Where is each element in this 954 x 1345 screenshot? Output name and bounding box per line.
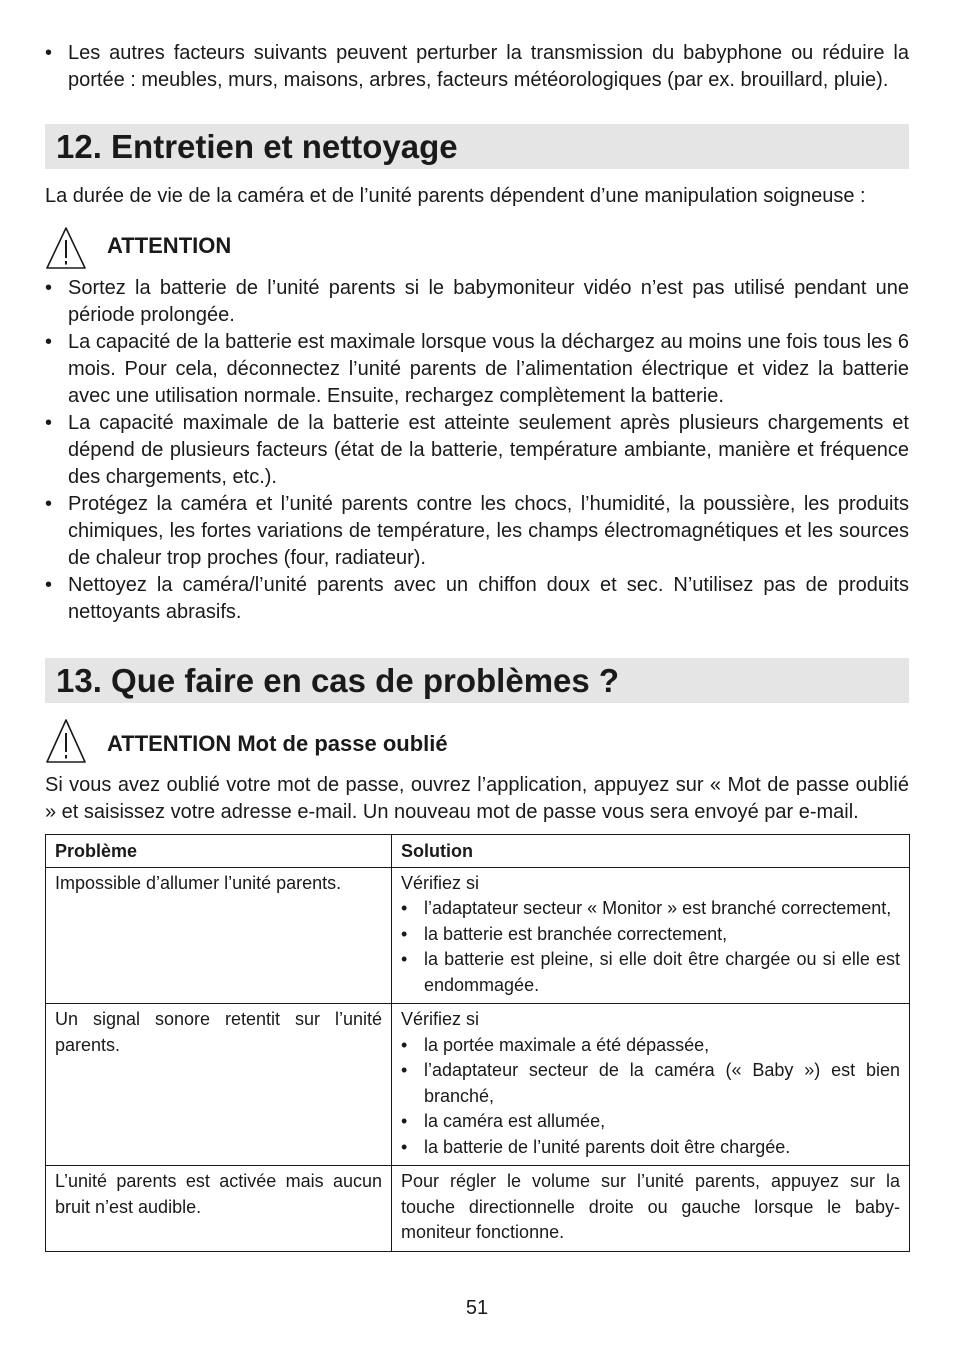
column-header-solution: Solution [392, 835, 910, 868]
maintenance-bullet-list [45, 275, 909, 626]
list-item: • La capacité de la batterie est maximale lorsque vous la déchargez au moins une fois tous les 6 mois. Pour cela, déconnectez l’unité parents de l’alimentation électrique et videz la batterie avec une utilisation normale. Ensuite, rechargez complètement la batterie. [45, 329, 909, 410]
warning-block [45, 718, 909, 764]
warning-triangle-icon [45, 718, 87, 764]
list-item: • l’adaptateur secteur « Monitor » est branché correctement, [401, 896, 900, 922]
troubleshooting-table [45, 834, 910, 1252]
table-row [46, 867, 910, 1004]
solution-cell [392, 867, 910, 1004]
problem-cell: L’unité parents est activée mais aucun bruit n’est audible. [46, 1166, 392, 1252]
solution-cell [392, 1166, 910, 1252]
solution-list [401, 1033, 900, 1161]
column-header-problem: Problème [46, 835, 392, 868]
solution-lead: Vérifiez si [401, 872, 480, 893]
list-item: • La capacité maximale de la batterie est atteinte seulement après plusieurs chargements et dépend de plusieurs facteurs (état de la batterie, température ambiante, manière et fréquence des chargements, etc.). [45, 410, 909, 491]
warning-title: ATTENTION [107, 233, 232, 258]
page-number: 51 [465, 1297, 489, 1319]
solution-cell [392, 1004, 910, 1166]
warning-triangle-icon [45, 226, 87, 270]
list-item: • l’adaptateur secteur de la caméra (« Baby ») est bien branché, [401, 1058, 900, 1109]
list-item: • Les autres facteurs suivants peuvent perturber la transmission du babyphone ou réduire la portée : meubles, murs, maisons, arbres, facteurs météorologiques (par ex. brouillard, pluie). [45, 40, 909, 94]
list-item: • Protégez la caméra et l’unité parents contre les chocs, l’humidité, la poussière, les produits chimiques, les fortes variations de température, les champs électromagnétiques et les sources de chaleur trop proches (four, radiateur). [45, 491, 909, 572]
forgot-password-text: Si vous avez oublié votre mot de passe, ouvrez l’application, appuyez sur « Mot de passe oublié » et saisissez votre adresse e-mail. Un nouveau mot de passe vous sera envoyé par e-mail. [45, 774, 909, 823]
list-item: • la portée maximale a été dépassée, [401, 1033, 900, 1059]
solution-lead: Pour régler le volume sur l’unité parents, appuyez sur la touche directionnelle droite ou gauche lorsque le babymoniteur fonctionne. [401, 1171, 900, 1242]
list-item: • la batterie de l’unité parents doit être chargée. [401, 1135, 900, 1161]
section-heading-maintenance: 12. Entretien et nettoyage [45, 124, 909, 169]
problem-cell: Un signal sonore retentit sur l’unité parents. [46, 1004, 392, 1166]
maintenance-intro-text: La durée de vie de la caméra et de l’unité parents dépendent d’une manipulation soigneuse : [45, 185, 866, 207]
warning-block [45, 226, 909, 272]
list-item: • la batterie est branchée correctement, [401, 922, 900, 948]
section-heading-troubleshooting: 13. Que faire en cas de problèmes ? [45, 658, 909, 703]
list-item: • Nettoyez la caméra/l’unité parents avec un chiffon doux et sec. N’utilisez pas de produits nettoyants abrasifs. [45, 572, 909, 626]
table-header-row [46, 835, 910, 868]
table-row [46, 1004, 910, 1166]
table-row [46, 1166, 910, 1252]
warning-title: ATTENTION Mot de passe oublié [107, 731, 448, 756]
solution-list [401, 896, 900, 998]
list-item: • la caméra est allumée, [401, 1109, 900, 1135]
problem-cell: Impossible d’allumer l’unité parents. [46, 867, 392, 1004]
intro-bullet-list [45, 40, 909, 94]
solution-lead: Vérifiez si [401, 1009, 480, 1029]
list-item: • la batterie est pleine, si elle doit être chargée ou si elle est endommagée. [401, 947, 900, 998]
list-item: • Sortez la batterie de l’unité parents si le babymoniteur vidéo n’est pas utilisé pendant une période prolongée. [45, 275, 909, 329]
